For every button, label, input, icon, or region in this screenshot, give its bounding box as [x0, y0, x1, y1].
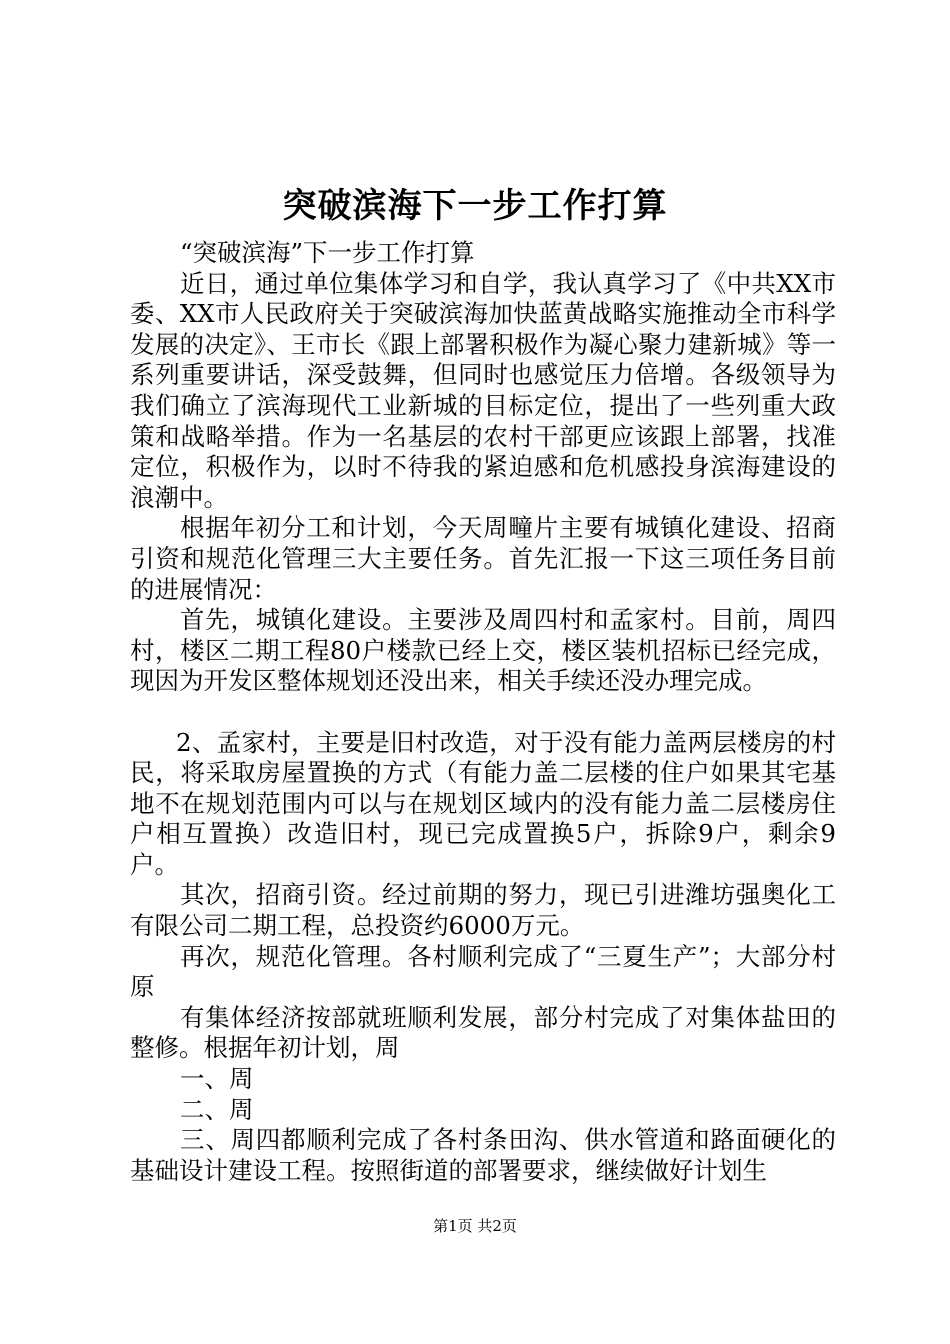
- paragraph-investment: 其次，招商引资。经过前期的努力，现已引进潍坊强奥化工有限公司二期工程，总投资约6000万元。: [130, 880, 836, 941]
- subtitle-paragraph: “突破滨海”下一步工作打算: [180, 238, 475, 267]
- paragraph-item-one: 一、周: [180, 1064, 254, 1094]
- paragraph-item-two: 二、周: [180, 1094, 254, 1124]
- paragraph-mengjia-village: 2、孟家村，主要是旧村改造，对于没有能力盖两层楼房的村民，将采取房屋置换的方式（有能力盖二层楼的住户如果其宅基地不在规划范围内可以与在规划区域内的没有能力盖二层楼房住户相互置换）改造旧村，现已完成置换5户，拆除9户，剩余9户。: [130, 727, 836, 879]
- document-title: 突破滨海下一步工作打算: [282, 186, 668, 226]
- document-body: [130, 238, 836, 1186]
- paragraph-management: 再次，规范化管理。各村顺利完成了“三夏生产”；大部分村原: [130, 941, 836, 1002]
- paragraph-collective-economy: 有集体经济按部就班顺利发展，部分村完成了对集体盐田的整修。根据年初计划，周: [130, 1002, 836, 1063]
- paragraph-urbanization: 首先，城镇化建设。主要涉及周四村和孟家村。目前，周四村，楼区二期工程80户楼款已经上交，楼区装机招标已经完成，现因为开发区整体规划还没出来，相关手续还没办理完成。: [130, 605, 836, 696]
- paragraph-spacer: [130, 697, 836, 728]
- paragraph-item-three: 三、周四都顺利完成了各村条田沟、供水管道和路面硬化的基础设计建设工程。按照街道的部署要求，继续做好计划生: [130, 1125, 836, 1185]
- paragraph-tasks: 根据年初分工和计划，今天周疃片主要有城镇化建设、招商引资和规范化管理三大主要任务。首先汇报一下这三项任务目前的进展情况：: [130, 513, 836, 604]
- paragraph-intro: 近日，通过单位集体学习和自学，我认真学习了《中共XX市委、XX市人民政府关于突破滨海加快蓝黄战略实施推动全市科学发展的决定》、王市长《跟上部署积极作为凝心聚力建新城》等一系列重要讲话，深受鼓舞，但同时也感觉压力倍增。各级领导为我们确立了滨海现代工业新城的目标定位，提出了一些列重大政策和战略举措。作为一名基层的农村干部更应该跟上部署，找准定位，积极作为，以时不待我的紧迫感和危机感投身滨海建设的浪潮中。: [130, 268, 836, 512]
- page-number-footer: 第1页 共2页: [433, 1217, 517, 1235]
